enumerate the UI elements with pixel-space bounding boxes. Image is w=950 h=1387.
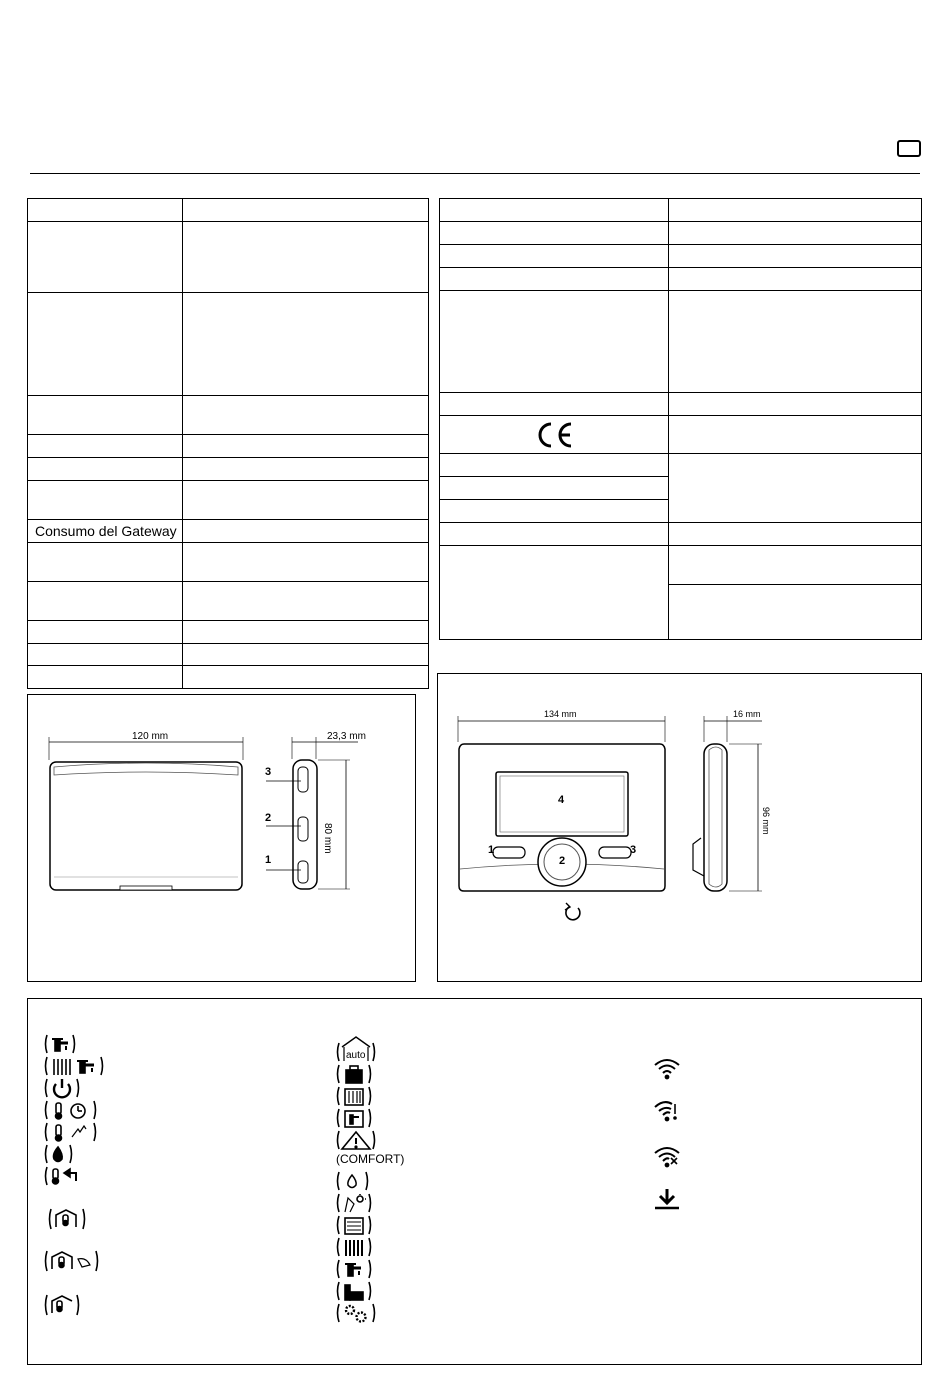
- table-cell: [669, 245, 922, 268]
- holiday-suitcase-icon: [338, 1065, 371, 1083]
- table-cell: [183, 199, 429, 222]
- table-cell: [183, 644, 429, 666]
- comfort-label: (COMFORT): [336, 1152, 405, 1166]
- dhw-comfort-icon: [338, 1109, 371, 1127]
- thermostat-dimension-drawing: [437, 673, 922, 982]
- table-cell: [440, 393, 669, 416]
- table-cell: [28, 435, 183, 458]
- room-thermostat-icon: [50, 1209, 85, 1229]
- heat-pump-icon: [338, 1216, 371, 1234]
- header-rule: [30, 173, 920, 174]
- gateway-callout-3: 3: [265, 766, 272, 778]
- ce-mark-cell: [440, 416, 669, 454]
- flame-small-icon: [338, 1172, 368, 1190]
- table-cell: [669, 199, 922, 222]
- warning-triangle-icon: [338, 1131, 375, 1149]
- table-cell: [28, 666, 183, 689]
- table-cell: [28, 481, 183, 520]
- table-cell: [669, 268, 922, 291]
- table-cell: [183, 396, 429, 435]
- thermostat-drawing-svg: [438, 674, 921, 981]
- table-cell: [440, 222, 669, 245]
- room-thermostat-eco-icon: [46, 1251, 98, 1271]
- gateway-dimension-drawing: [27, 694, 416, 982]
- table-cell: [669, 416, 922, 454]
- thermostat-return-icon: [46, 1167, 77, 1185]
- table-cell: [183, 520, 429, 543]
- symbol-legend: [27, 998, 922, 1365]
- table-cell: [28, 396, 183, 435]
- legend-icons-svg: [28, 999, 921, 1364]
- table-cell: [440, 546, 669, 640]
- thermostat-height-label: 96 mm: [761, 807, 771, 835]
- table-cell: [28, 222, 183, 293]
- gateway-callout-2: 2: [265, 812, 272, 824]
- table-cell: [28, 543, 183, 582]
- table-cell: [28, 458, 183, 481]
- thermostat-width-label: 134 mm: [544, 709, 577, 719]
- thermostat-callout-3: 3: [630, 844, 637, 856]
- table-cell: [28, 293, 183, 396]
- table-cell: [28, 199, 183, 222]
- table-cell: [183, 481, 429, 520]
- gateway-depth-label: 23,3 mm: [327, 731, 366, 742]
- table-cell: [183, 222, 429, 293]
- thermostat-callout-1: 1: [488, 844, 495, 856]
- table-cell: [440, 454, 669, 477]
- zone-building-icon: [338, 1282, 371, 1300]
- outdoor-sensor-icon: [46, 1295, 79, 1315]
- table-cell: [440, 523, 669, 546]
- thermostat-manual-icon: [46, 1123, 96, 1141]
- table-cell: [669, 393, 922, 416]
- wifi-icon: [655, 1060, 679, 1079]
- solar-icon: [338, 1194, 371, 1212]
- dhw-tap-icon: [46, 1035, 75, 1053]
- table-cell: [183, 621, 429, 644]
- ce-mark-icon: [534, 421, 574, 449]
- table-cell: [669, 454, 922, 523]
- table-cell: [669, 523, 922, 546]
- table-cell: [669, 291, 922, 393]
- wifi-partial-icon: [655, 1102, 676, 1121]
- gateway-height-label: 80 mm: [322, 823, 333, 854]
- table-cell: [669, 546, 922, 585]
- table-cell: [440, 477, 669, 500]
- table-cell: [669, 585, 922, 640]
- table-cell: [440, 199, 669, 222]
- wifi-off-icon: [655, 1148, 679, 1167]
- table-cell: [183, 435, 429, 458]
- table-cell: [440, 291, 669, 393]
- table-cell: [440, 268, 669, 291]
- table-cell: [183, 582, 429, 621]
- table-cell: [669, 222, 922, 245]
- language-badge: [897, 140, 921, 157]
- gateway-consumption-label: Consumo del Gateway: [28, 520, 183, 543]
- radiator-full-icon: [338, 1238, 371, 1256]
- table-cell: [183, 293, 429, 396]
- download-icon: [655, 1189, 679, 1208]
- thermostat-callout-4: 4: [558, 794, 565, 806]
- table-cell: [183, 666, 429, 689]
- table-cell: [28, 644, 183, 666]
- settings-gears-icon: [338, 1304, 375, 1322]
- table-cell: [440, 245, 669, 268]
- table-cell: [440, 500, 669, 523]
- radiator-icon: [338, 1087, 371, 1105]
- table-cell: [183, 543, 429, 582]
- table-cell: [28, 582, 183, 621]
- thermostat-depth-label: 16 mm: [733, 709, 761, 719]
- gateway-spec-table: [27, 198, 429, 689]
- table-cell: [28, 621, 183, 644]
- auto-label: auto: [346, 1050, 366, 1061]
- flame-icon: [46, 1145, 72, 1163]
- dhw-tap-small-icon: [338, 1260, 371, 1278]
- heating-dhw-icon: [46, 1057, 103, 1075]
- gateway-callout-1: 1: [265, 854, 272, 866]
- thermostat-callout-2: 2: [559, 855, 566, 867]
- standby-icon: [46, 1079, 79, 1097]
- thermostat-spec-table: [439, 198, 922, 640]
- thermostat-clock-icon: [46, 1101, 96, 1119]
- table-cell: [183, 458, 429, 481]
- gateway-width-label: 120 mm: [132, 731, 169, 742]
